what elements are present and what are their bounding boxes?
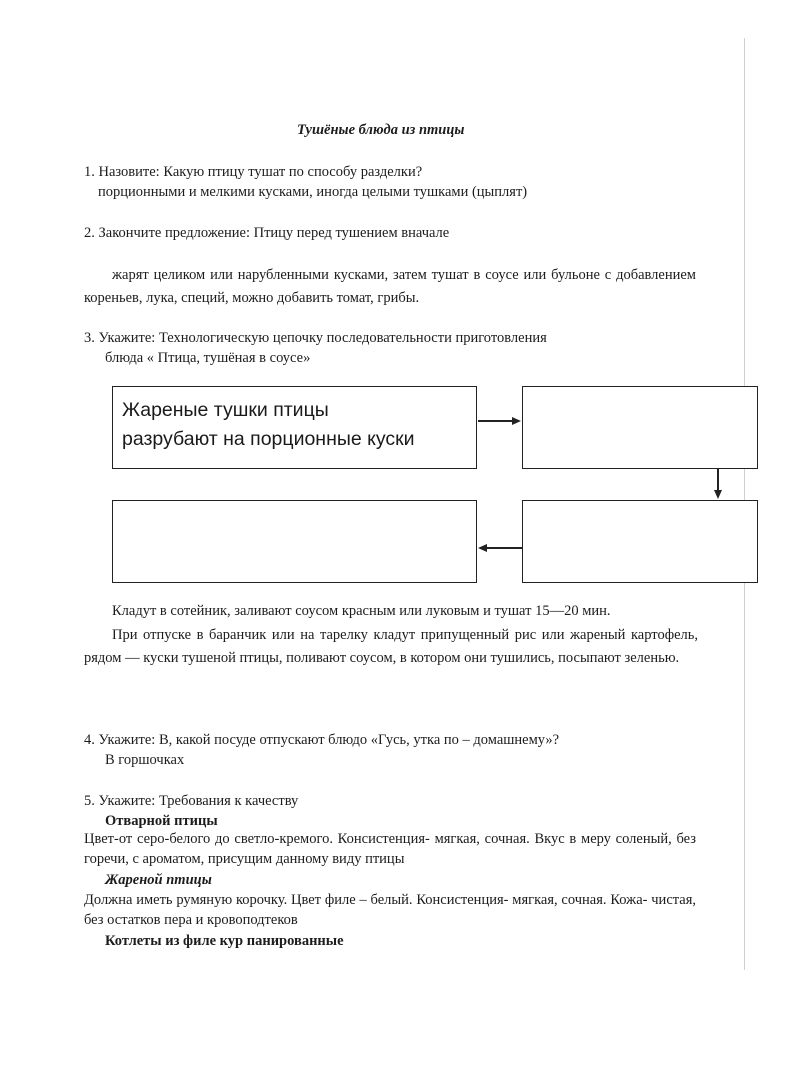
question-3-line2: блюда « Птица, тушёная в соусе»	[105, 350, 311, 366]
question-3-line1: 3. Укажите: Технологическую цепочку последовательности приготовления	[84, 330, 547, 346]
question-4: 4. Укажите: В, какой посуде отпускают блюдо «Гусь, утка по – домашнему»?	[84, 732, 560, 748]
fried-poultry-heading: Жареной птицы	[105, 872, 212, 888]
question-5: 5. Укажите: Требования к качеству	[84, 793, 299, 809]
flow-arrow-right-shaft	[478, 420, 514, 422]
question-1: 1. Назовите: Какую птицу тушат по способу разделки?	[84, 164, 423, 180]
flow-box-1-line1: Жареные тушки птицы	[122, 399, 329, 421]
flow-box-1-line2: разрубают на порционные куски	[122, 428, 415, 450]
flow-arrow-left-shaft	[486, 547, 522, 549]
flow-box-2	[522, 386, 758, 469]
answer-4: В горшочках	[105, 752, 185, 768]
flow-box-3	[112, 500, 477, 583]
answer-2: жарят целиком или нарубленными кусками, затем тушат в соусе или бульоне с добавлением кореньев, лука, специй, можно добавить томат, грибы.	[84, 267, 696, 306]
flow-arrow-down-head	[714, 490, 722, 499]
flow-arrow-down-shaft	[717, 469, 719, 491]
boiled-poultry-heading: Отварной птицы	[105, 813, 218, 829]
cutlets-heading: Котлеты из филе кур панированные	[105, 933, 344, 949]
step-paragraph-2: При отпуске в баранчик или на тарелку кладут припущенный рис или жареный картофель, рядом — куски тушеной птицы, поливают соусом, в котором они тушились, посыпают зеленью.	[84, 627, 698, 666]
flow-box-4	[522, 500, 758, 583]
flow-box-1-text	[122, 396, 415, 454]
fried-poultry-text: Должна иметь румяную корочку. Цвет филе – белый. Консистенция- мягкая, сочная. Кожа- чистая, без остатков пера и кровоподтеков	[84, 892, 696, 928]
boiled-poultry-text: Цвет-от серо-белого до светло-кремого. Консистенция- мягкая, сочная. Вкус в меру соленый, без горечи, с ароматом, присущим данному виду птицы	[84, 831, 696, 867]
flow-arrow-left-head	[478, 544, 487, 552]
question-2: 2. Закончите предложение: Птицу перед тушением вначале	[84, 225, 450, 241]
flow-arrow-right-head	[512, 417, 521, 425]
answer-1: порционными и мелкими кусками, иногда целыми тушками (цыплят)	[98, 184, 528, 200]
document-title: Тушёные блюда из птицы	[297, 122, 465, 138]
step-paragraph-1: Кладут в сотейник, заливают соусом красным или луковым и тушат 15—20 мин.	[112, 603, 611, 619]
